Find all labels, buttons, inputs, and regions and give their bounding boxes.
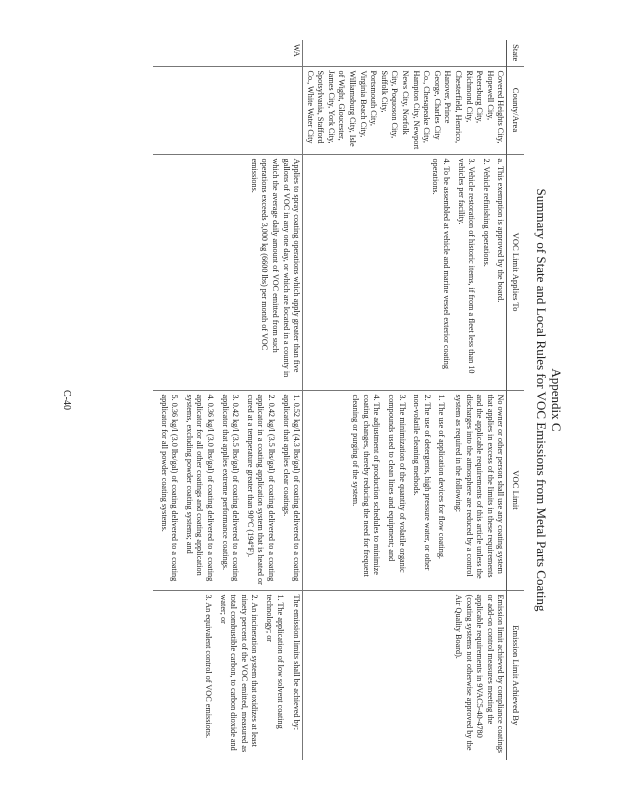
list-item: 4. 0.36 kg/l (3.0 lbs/gal) of coating delivered to a coating applicator for all other coatings and coating application systems, excluding powder coating systems; and: [184, 394, 215, 582]
list-item: 1. 0.52 kg/l (4.3 lbs/gal) of coating delivered to a coating applicator that applies clear coatings.: [281, 394, 302, 582]
rotated-landscape-content: [54, 40, 564, 760]
voc-rules-table: [153, 40, 524, 760]
header-applies-to: VOC Limit Applies To: [507, 154, 524, 390]
table-row: [303, 40, 507, 760]
list-item: 1. The application of low solvent coating technology; or: [264, 594, 285, 729]
cell-county-area: [153, 66, 303, 154]
paragraph: No owner or other person shall use any coating system that applies in excess of the limits in these requirements and the applicable requirements of this article unless the discharges into the atmosphere are reduced by a control system as required in the following:: [454, 394, 506, 579]
cell-applies-to: [153, 154, 303, 390]
title-block: [534, 40, 564, 760]
cell-achieved-by: [153, 590, 303, 760]
list-item: 2. 0.42 kg/l (3.5 lbs/gal) of coating delivered to a coating applicator in a coating application system that is heated or cured at a temperature greater than 90°C (194°F).: [245, 394, 276, 585]
list-item: 5. 0.36 kg/l (3.0 lbs/gal) of coating delivered to a coating applicator for all powder coating systems.: [159, 394, 180, 582]
cell-voc-limit: [153, 390, 303, 590]
list-item: 2. The use of detergents, high pressure water, or other non-volatile cleaning methods.: [412, 394, 432, 571]
cell-state: WA: [153, 40, 303, 66]
list-item: 4. To be assembled at vehicle and marine vessel exterior coating operations.: [431, 158, 452, 369]
cell-county-area: Covered Heights City, Hopewell City, Petersburg City, Richmond City, Chesterfield, Henrico, Hanover, Prince George, Charles City Co., Chesapeake City, Hampton City, Newport News City, Norfolk City, Poquoson City, Suffolk City, Portsmouth City, Virginia Beach City, Williamsburg City, Isle of Wight, Gloucester, James City, York City, Spotsylvania, Stafford Co., White Water City: [303, 66, 507, 154]
list-item: 4. The adjustment of production schedules to minimize coating changes, thereby reducing the need for frequent cleaning or purging of the system.: [351, 394, 382, 577]
table-row: [153, 40, 303, 760]
appendix-title: Appendix C: [549, 368, 564, 432]
list-item: 2. An incineration system that oxidizes at least ninety percent of the VOC emitted, measured as total combustible carbon, to carbon dioxide and water; or: [218, 594, 260, 753]
list-item: a. This exemption is approved by the board.: [496, 158, 506, 303]
table-header-row: [507, 40, 524, 760]
list-item: 1. The use of application devices for flow coating.: [437, 394, 447, 559]
page-number: C-40: [61, 390, 72, 410]
cell-state: [303, 40, 507, 66]
list-item: 3. An equivalent control of VOC emissions.: [203, 594, 213, 739]
paragraph: The emission limits shall be achieved by:: [292, 594, 302, 731]
list-item: 2. Vehicle refinishing operations.: [481, 158, 491, 267]
list-item: 3. 0.42 kg/l (3.5 lbs/gal) of coating delivered to a coating applicator that applies extreme performance coatings.: [220, 394, 241, 582]
header-state: State: [507, 40, 524, 66]
header-voc-limit: VOC Limit: [507, 390, 524, 590]
cell-achieved-by: Emission limit achieved by compliance coatings or add-on control measures meeting the applicable requirements in 9VAC5-40-4780 (coating systems not otherwise approved by the Air Quality Board).: [303, 590, 507, 760]
header-achieved-by: Emission Limit Achieved By: [507, 590, 524, 760]
cell-voc-limit: [303, 390, 507, 590]
list-item: Applies to spray coating operations which apply greater than five gallons of VOC in any one day, or which are located in a county in which the average daily amount of VOC emitted from such operations exceeds 3,000 kg (6600 lbs) per month of VOC emissions.: [249, 158, 302, 378]
header-county-area: County/Area: [507, 66, 524, 154]
list-item: 3. The minimization of the quantity of volatile organic compounds used to clean lines and equipment; and: [387, 394, 407, 573]
list-item: 3. Vehicle restoration of historic items, if from a fleet less than 10 vehicles per facility.: [456, 158, 477, 374]
cell-applies-to: [303, 154, 507, 390]
appendix-subtitle: Summary of State and Local Rules for VOC Emissions from Metal Parts Coating: [534, 188, 549, 612]
